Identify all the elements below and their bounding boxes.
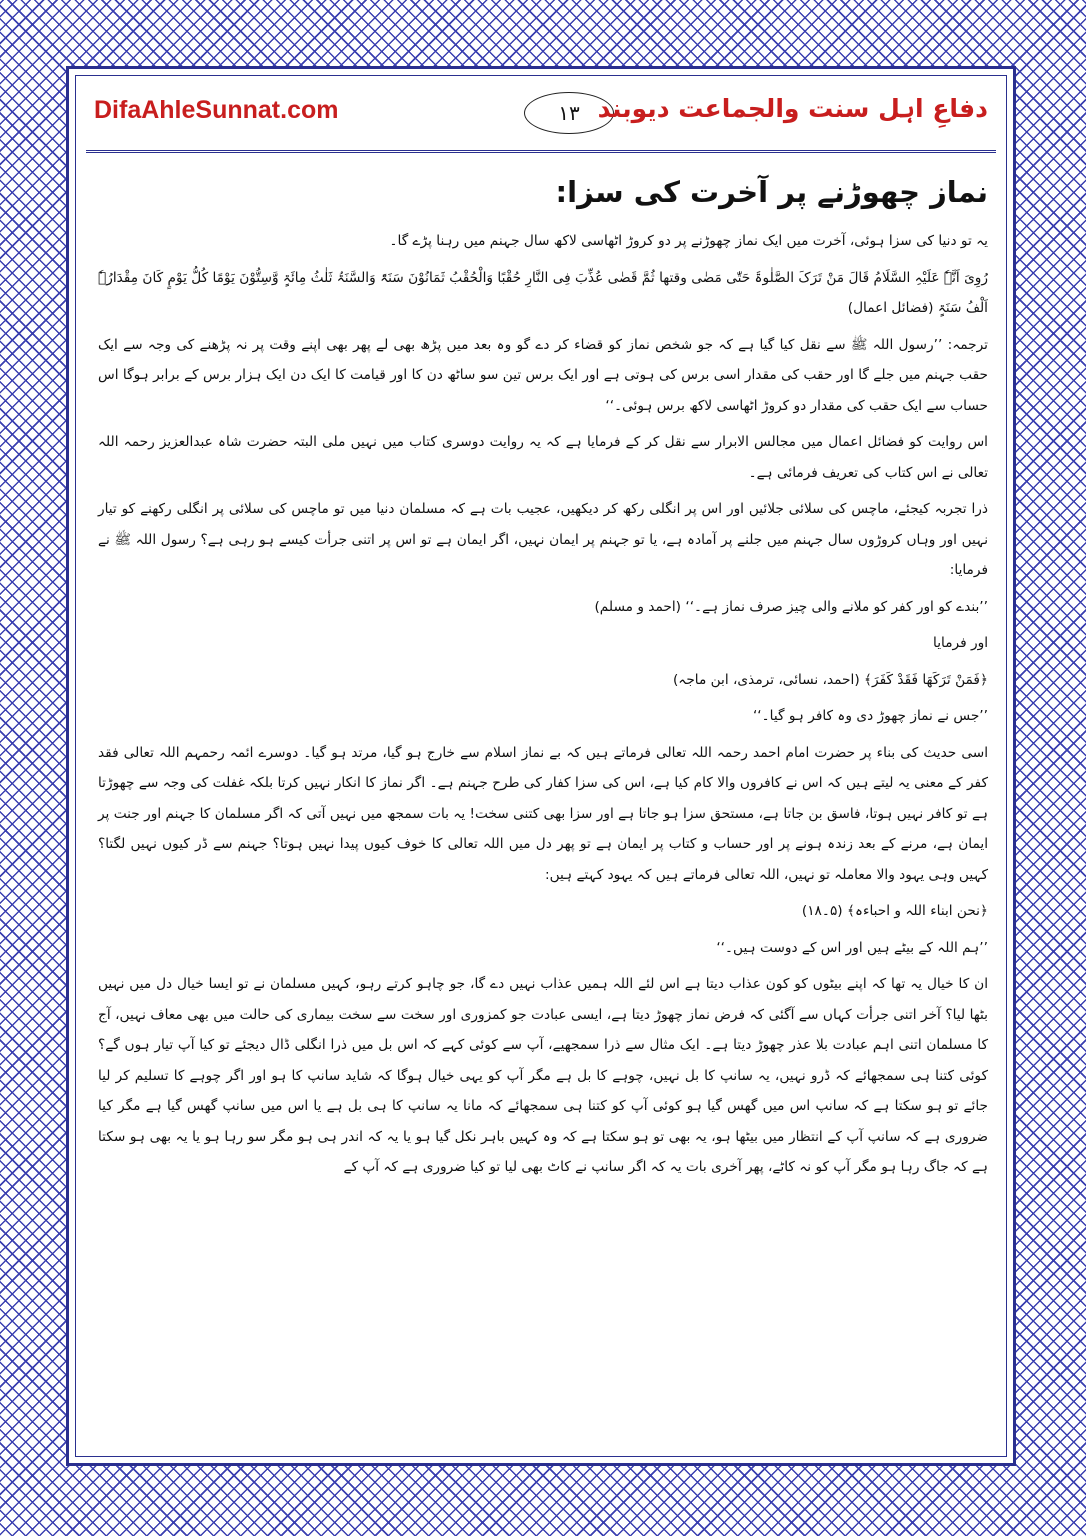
imam-ahmad-paragraph: اسی حدیث کی بناء پر حضرت امام احمد رحمہ اللہ تعالی فرماتے ہیں کہ بے نماز اسلام سے خارج ہو گیا، مرتد ہو گیا۔ دوسرے ائمہ رحمہم اللہ تعالی فقد کفر کے معنی یہ لیتے ہیں کہ اس نے کافروں والا کام کیا ہے، اس کی سزا کفار کی طرح جہنم ہے۔ اگر نماز کا انکار نہیں کرتا بلکہ غفلت کی وجہ سے چھوڑتا ہے تو کافر نہیں ہوتا، فاسق بن جاتا ہے، مستحق سزا ہو جاتا ہے اور سزا بھی کتنی سخت! یہ بات سمجھ میں نہیں آتی کہ اگر مسلمان کا جہنم اور جنت پر ایمان ہے، مرنے کے بعد زندہ ہونے پر اور حساب و کتاب پر ایمان ہے تو پھر دل میں اللہ تعالی کا خوف کیوں پیدا نہیں ہوتا؟ جہنم سے ڈر کیوں نہیں لگتا؟ کہیں وہی یہود والا معاملہ تو نہیں، اللہ تعالی فرماتے ہیں کہ یہود کہتے ہیں: [98,744,988,883]
hadith-quote-1: ’’بندے کو اور کفر کو ملانے والی چیز صرف نماز ہے۔‘‘ (احمد و مسلم) [594,598,988,615]
quran-verse: ﴿نحن ابناء اللہ و احباءہ﴾ (۵۔۱۸) [801,903,988,919]
matchstick-paragraph: ذرا تجربہ کیجئے، ماچس کی سلائی جلائیں اور اس پر انگلی رکھ کر دیکھیں، عجیب بات ہے کہ مسلمان دنیا میں تو ماچس کی سلائی پر انگلی رکھنے کو تیار نہیں اور وہاں کروڑوں سال جہنم میں جلنے پر آمادہ ہے، یا تو جہنم پر ایمان نہیں، اگر ایمان ہے تو اس پر اتنی جرأت کیسے ہو رہی ہے؟ رسول اللہ ﷺ نے فرمایا: [98,501,988,578]
page-number: ١٣ [524,92,614,134]
and-said-line: اور فرمایا [933,635,988,651]
brand-title: دفاعِ اہل سنت والجماعت دیوبند [597,94,988,123]
snake-hole-paragraph: ان کا خیال یہ تھا کہ اپنے بیٹوں کو کون عذاب دیتا ہے اس لئے اللہ ہمیں عذاب نہیں دے گا، جو چاہو کرتے رہو، کہیں مسلمان نے تو ایسا خیال دل میں نہیں بٹھا لیا؟ آخر اتنی جرأت کہاں سے آگئی کہ فرض نماز چھوڑ دیتا ہے، ایسی عبادت جو کمزوری اور سخت سے سخت بیماری کی حالت میں بھی معاف نہیں، آج کا مسلمان اتنی اہم عبادت بلا عذر چھوڑ دیتا ہے۔ ایک مثال سے ذرا سمجھیے، آپ سے کوئی کہے کہ اس بل میں ذرا انگلی ڈال دیجئے تو کیا آپ تیار ہوں گے؟ کوئی کتنا ہی سمجھائے کہ ڈرو نہیں، یہ سانپ کا بل نہیں، چوہے کا بل ہے مگر آپ کو یہی خیال ہوگا کہ شاید سانپ کا ہو اور اگر چوہے کا تسلیم کر لیا جائے تو ہو سکتا ہے کہ سانپ اس میں گھس گیا ہو کوئی آپ کو کتنا ہی سمجھائے کہ مانا یہ سانپ کا ہی بل ہے یا اس میں سانپ گھس گیا ہے مگر کیا ضروری ہے کہ سانپ آپ کے انتظار میں بیٹھا ہو، یہ بھی تو ہو سکتا ہے کہ وہ کہیں باہر نکل گیا ہو یا یہ کہ اندر ہی ہو مگر سو رہا ہو یا یہ بھی ہو سکتا ہے کہ جاگ رہا ہو مگر آپ کو نہ کاٹے، پھر آخری بات یہ کہ اگر سانپ نے کاٹ بھی لیا تو کیا ضروری ہے کہ آپ کے [98,976,988,1175]
inner-border [75,75,1007,1457]
page-header [86,88,996,153]
arabic-narration: رُوِیَ اَنَّہٗ عَلَیْہِ السَّلَامُ قَالَ مَنْ تَرَکَ الصَّلٰوۃَ حَتّٰی مَضٰی وقتھا ثُمَّ قَضٰی عُذِّبَ فِی النَّارِ حُقْبًا وَالْحُقْبُ ثَمَانُوْنَ سَنَۃً وَالسَّنَۃُ ثَلٰثُ مِائَۃٍ وَّسِتُّوْنَ یَوْمًا کُلُّ یَوْمٍ کَانَ مِقْدَارُہٗ اَلْفُ سَنَۃٍ (فضائل اعمال) [98,269,988,316]
article-body [98,172,988,1189]
site-name[interactable]: DifaAhleSunnat.com [94,96,339,124]
hadith-quote-2: ’’جس نے نماز چھوڑ دی وہ کافر ہو گیا۔‘‘ [752,708,988,724]
page-frame [66,66,1016,1466]
verse-translation: ’’ہم اللہ کے بیٹے ہیں اور اس کے دوست ہیں۔‘‘ [716,939,988,956]
translation-paragraph: ترجمہ: ’’رسول اللہ ﷺ سے نقل کیا گیا ہے کہ جو شخص نماز کو قضاء کر دے گو وہ بعد میں پڑھ بھی لے پھر بھی اپنے وقت پر نہ پڑھنے کی وجہ سے ایک حقب جہنم میں جلے گا اور حقب کی مقدار اسی برس کی ہوتی ہے اور ایک برس تین سو ساٹھ دن کا اور قیامت کا ایک دن ایک ہزار برس کے برابر ہوگا اس حساب سے ایک حقب کی مقدار دو کروڑ اٹھاسی لاکھ برس ہوئی۔‘‘ [98,336,988,414]
section-heading: نماز چھوڑنے پر آخرت کی سزا: [555,175,988,209]
hadith-arabic-2: ﴿فَمَنْ تَرَکَھَا فَقَدْ کَفَرَ﴾ (احمد، نسائی، ترمذی، ابن ماجہ) [672,671,988,688]
source-paragraph: اس روایت کو فضائل اعمال میں مجالس الابرار سے نقل کر کے فرمایا ہے کہ یہ روایت دوسری کتاب میں نہیں ملی البتہ حضرت شاہ عبدالعزیز رحمہ اللہ تعالی نے اس کتاب کی تعریف فرمائی ہے۔ [98,434,988,481]
paragraph-intro: یہ تو دنیا کی سزا ہوئی، آخرت میں ایک نماز چھوڑنے پر دو کروڑ اٹھاسی لاکھ سال جہنم میں رہنا پڑے گا۔ [389,233,988,249]
